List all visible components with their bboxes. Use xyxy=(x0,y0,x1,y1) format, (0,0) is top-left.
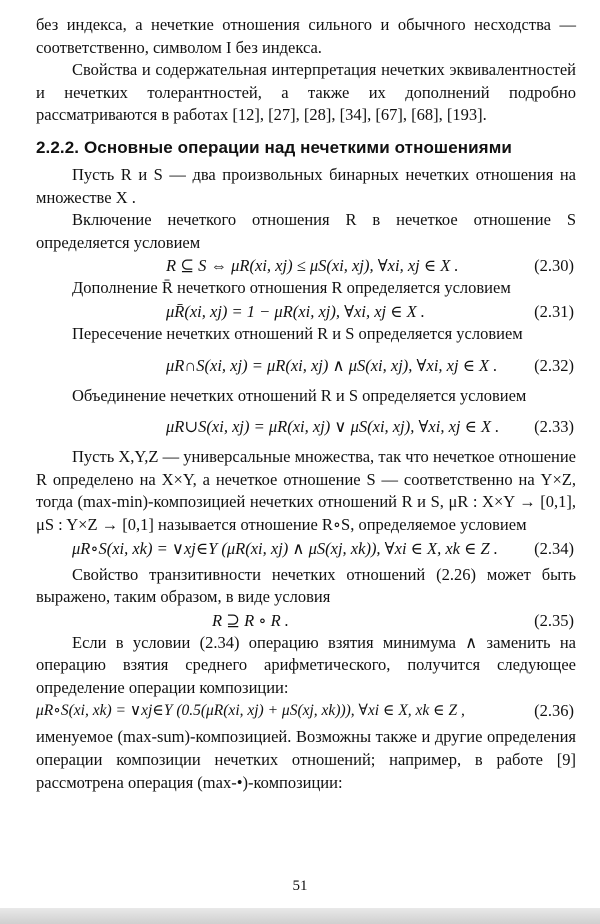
equation-formula: R ⊆ S ⇔ μR(xi, xj) ≤ μS(xi, xj), ∀xi, xj ∈ X . xyxy=(166,256,459,276)
equation-formula: R ⊇ R ∘ R . xyxy=(212,610,289,630)
equation-2-35 xyxy=(36,609,576,632)
paragraph: Свойство транзитивности нечетких отношений (2.26) может быть выражено, таким образом, в виде условия xyxy=(36,564,576,607)
paragraph: Пересечение нечетких отношений R и S определяется условием xyxy=(72,323,523,343)
paragraph: Свойства и содержательная интерпретация нечетких эквивалентностей и нечетких толерантностей, а также их дополнений подробно рассматриваются в работах [12], [27], [28], [34], [67], [68], [193]. xyxy=(36,60,576,125)
equation-formula: μR∪S(xi, xj) = μR(xi, xj) ∨ μS(xi, xj), ∀xi, xj ∈ X . xyxy=(166,417,500,437)
equation-number: (2.36) xyxy=(534,701,574,721)
equation-2-31 xyxy=(36,300,576,323)
equation-number: (2.34) xyxy=(534,538,574,558)
page-number: 51 xyxy=(292,878,308,894)
equation-number: (2.33) xyxy=(534,417,574,437)
equation-2-33 xyxy=(36,415,576,438)
paragraph: именуемое (max-sum)-композицией. Возможны также и другие определения операции композиции нечетких отношений; например, в работе [9] рассмотрена операция (max-•)-композиции: xyxy=(36,727,576,792)
paragraph: Пусть X,Y,Z — универсальные множества, так что нечеткое отношение R определено на X×Y, а нечеткое отношение S — соответственно на Y×Z, тогда (max-min)-композицией нечетких отношений R и S, μR : X×Y → [0,1], μS : Y×Z → [0,1] называется отношение R∘S, определяемое условием xyxy=(36,447,576,534)
equation-number: (2.35) xyxy=(534,610,574,630)
equation-2-32 xyxy=(36,354,576,377)
equation-number: (2.30) xyxy=(534,256,574,276)
paragraph: Пусть R и S — два произвольных бинарных нечетких отношения на множестве X . xyxy=(36,164,576,207)
paragraph: без индекса, а нечеткие отношения сильного и обычного несходства — соответственно, символом I без индекса. xyxy=(36,15,576,57)
section-title: 2.2.2. Основные операции над нечеткими отношениями xyxy=(36,137,512,157)
equation-formula: μR∩S(xi, xj) = μR(xi, xj) ∧ μS(xi, xj), ∀xi, xj ∈ X . xyxy=(166,355,498,375)
equation-2-30 xyxy=(36,254,576,277)
equation-number: (2.32) xyxy=(534,355,574,375)
equation-formula: μR∘S(xi, xk) = ∨xj∈Y (0.5(μR(xi, xj) + μS(xj, xk))), ∀xi ∈ X, xk ∈ Z , xyxy=(36,702,465,720)
equation-number: (2.31) xyxy=(534,301,574,321)
paragraph: Объединение нечетких отношений R и S определяется условием xyxy=(72,385,527,405)
page-body xyxy=(36,14,576,794)
equation-formula: μR̄(xi, xj) = 1 − μR(xi, xj), ∀xi, xj ∈ X . xyxy=(166,301,425,321)
equation-formula: μR∘S(xi, xk) = ∨xj∈Y (μR(xi, xj) ∧ μS(xj, xk)), ∀xi ∈ X, xk ∈ Z . xyxy=(72,538,498,558)
paragraph: Включение нечеткого отношения R в нечеткое отношение S определяется условием xyxy=(36,210,576,252)
paragraph: Дополнение R̄ нечеткого отношения R определяется условием xyxy=(72,278,511,298)
paragraph: Если в условии (2.34) операцию взятия минимума ∧ заменить на операцию взятия среднего арифметического, получится следующее определение операции композиции: xyxy=(36,632,576,697)
equation-2-34 xyxy=(36,537,576,564)
equation-2-36 xyxy=(36,699,576,726)
scan-edge xyxy=(0,908,600,924)
